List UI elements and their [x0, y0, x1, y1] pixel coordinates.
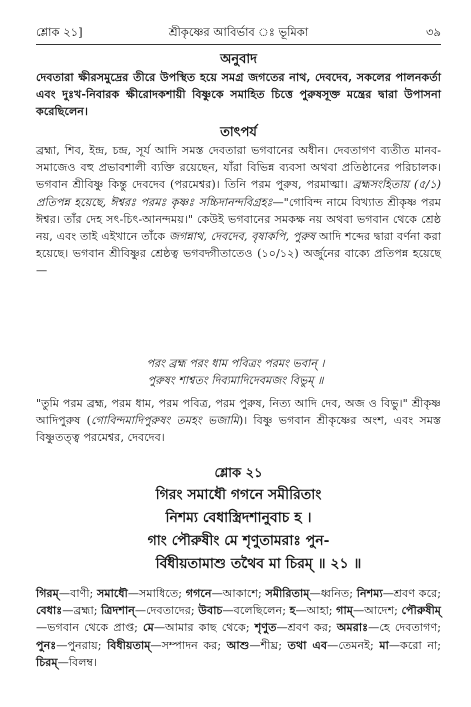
- gita-quote-line-1: পরং ব্রহ্ম পরং ধাম পবিত্রং পরমং ভবান্ ।: [146, 357, 325, 370]
- synonym-word: হ: [289, 603, 296, 618]
- header-rule: [36, 44, 441, 45]
- synonym-meaning: —আকাশে;: [211, 587, 266, 600]
- page-number: ৩৯: [426, 25, 441, 39]
- synonym-word: উবাচ: [198, 603, 223, 618]
- purport-text-e: আদি শব্দের দ্বারা বর্ণনা করা হয়েছে। ভগবান শ্রীবিষ্ণুর শ্রেষ্ঠত্ব ভগবদ্গীতাতেও (১০/১২) অর্জুনের বাক্যে প্রতিপন্ন হয়েছে—: [36, 230, 441, 278]
- synonym-meaning: —বলেছিলেন;: [222, 604, 290, 618]
- synonym-word: বিধীয়তাম্: [107, 637, 151, 652]
- synonym-meaning: —শ্রবণ কর;: [276, 621, 337, 635]
- gita-quote-line-2: পুরুষং শাশ্বতং দিব্যমাদিদেবমজং বিভুম্ ॥: [147, 374, 324, 387]
- purport-p2-a: "তুমি পরম ব্রহ্ম, পরম ধাম, পরম পবিত্র, পরম পুরুষ, নিত্য আদি দেব, অজ ও বিভু।" শ্রীকৃষ্ণ আদিপুরুষ (: [36, 397, 441, 428]
- purport-p2-quote: গোবিন্দমাদিপুরুষং তমহং ভজামি: [91, 414, 239, 428]
- synonym-word: চিরম্: [36, 654, 58, 669]
- synonym-word: নিশম্য: [356, 586, 383, 600]
- purport-text-a: ব্রহ্মা, শিব, ইন্দ্র, চন্দ্র, সূর্য আদি সমস্ত দেবতারা ভগবানের অধীন। দেবতাগণ ব্যতীত মানব-সমাজেও বহু প্রভাবশালী ব্যক্তি রয়েছেন, যাঁরা বিভিন্ন ব্যবসা অথবা প্রতিষ্ঠানের পরিচালক। ভগবান শ্রীবিষ্ণু কিন্তু দেবদেব (পরমেশ্বর)। তিনি পরম পুরুষ, পরমাত্মা।: [36, 144, 441, 192]
- synonym-meaning: —বাণী;: [58, 587, 98, 600]
- verse-line-4: র্বিধীয়তামাশু তথৈব মা চিরম্ ॥ ২১ ॥: [155, 556, 362, 572]
- synonyms-paragraph: [36, 585, 441, 671]
- verse-line-3: গাং পৌরুষীং মে শৃণুতামরাঃ পুন-: [147, 533, 330, 549]
- purport-text-c: —"গোবিন্দ নামে বিখ্যাত শ্রীকৃষ্ণ পরম ঈশ্বর। তাঁর দেহ সৎ-চিৎ-আনন্দময়।" কেউই ভগবানের সমকক্ষ নয় অথবা ভগবান থেকে শ্রেষ্ঠ নয়, এবং তাই এইখানে তাঁকে: [36, 195, 441, 244]
- translation-heading: অনুবাদ: [220, 52, 257, 67]
- synonym-word: সমীরিতাম্: [265, 586, 310, 600]
- synonym-meaning: —আমার কাছ থেকে;: [153, 621, 255, 635]
- verse-number: শ্লোক ২১: [214, 466, 263, 481]
- synonym-word: গগনে: [185, 586, 212, 600]
- header-verse-ref: শ্লোক ২১]: [36, 25, 83, 39]
- verse-line-2: নিশম্য বেধাস্ত্রিদশানুবাচ হ ।: [165, 510, 312, 526]
- synonym-meaning: —ভগবান থেকে প্রাপ্ত;: [36, 621, 144, 635]
- synonym-word: বেধাঃ: [36, 603, 63, 618]
- synonym-meaning: —ব্রহ্মা;: [62, 604, 102, 618]
- synonym-meaning: —সমাধিতে;: [127, 587, 186, 600]
- purport-names: জগন্নাথ, দেবদেব, বৃষাকপি, পুরুষ: [169, 230, 316, 244]
- translation-text: দেবতারা ক্ষীরসমুদ্রের তীরে উপস্থিত হয়ে সমগ্র জগতের নাথ, দেবদেব, সকলের পালনকর্তা এবং দুঃখ-নিবারক ক্ষীরোদকশায়ী বিষ্ণুকে সমাহিত চিত্তে পুরুষসূক্ত মন্ত্রের দ্বারা উপাসনা করেছিলেন।: [36, 70, 441, 119]
- synonym-meaning: —ধ্বনিত;: [309, 587, 357, 600]
- purport-citation: ব্রহ্মসংহিতায় (৫/১) প্রতিপন্ন হয়েছে, ঈশ্বরঃ পরমঃ কৃষ্ণঃ সচ্চিদানন্দবিগ্রহঃ: [36, 178, 441, 209]
- purport-paragraph-1: [36, 142, 441, 280]
- synonym-meaning: —শ্রবণ করে;: [382, 587, 441, 600]
- synonym-word: মে: [143, 620, 154, 635]
- header-chapter-title: শ্রীকৃষ্ণের আবির্ভাব ঃ ভূমিকা: [168, 25, 309, 39]
- synonym-word: আশু: [226, 637, 250, 652]
- running-header: [36, 24, 441, 42]
- synonym-meaning: —সম্পাদন কর;: [150, 638, 227, 652]
- synonym-word: তথা এব: [287, 637, 328, 652]
- synonym-meaning: —আদেশ;: [352, 604, 402, 618]
- synonym-word: সমাধৌ: [97, 586, 128, 600]
- synonym-word: মা: [379, 637, 389, 652]
- purport-paragraph-2: [36, 395, 441, 447]
- synonym-word: অমরাঃ: [336, 620, 369, 635]
- synonym-meaning: —পুনরায়;: [56, 638, 108, 652]
- synonym-word: গাম্: [336, 603, 353, 618]
- purport-heading: তাৎপর্য: [220, 125, 257, 140]
- synonym-meaning: —বিলম্ব।: [57, 655, 98, 669]
- verse-line-1: গিরং সমাধৌ গগনে সমীরিতাং: [155, 487, 322, 503]
- synonym-word: পৌরুষীম্: [401, 603, 442, 618]
- synonym-word: শৃণুত: [254, 620, 277, 635]
- synonym-meaning: —করো না;: [388, 638, 442, 652]
- synonym-meaning: —শীঘ্র;: [249, 638, 288, 652]
- synonym-word: পুনঃ: [36, 637, 57, 652]
- synonym-word: গিরম্: [36, 586, 59, 600]
- purport-p2-c: )। বিষ্ণু ভগবান শ্রীকৃষ্ণের অংশ, এবং সমস্ত বিষ্ণুতত্ত্ব পরমেশ্বর, দেবদেব।: [36, 414, 441, 445]
- synonym-meaning: —আহা;: [295, 604, 337, 618]
- synonym-meaning: —হে দেবতাগণ;: [368, 621, 441, 635]
- synonym-word: ত্রিদশান্: [101, 603, 135, 618]
- synonym-meaning: —তেমনই;: [327, 638, 380, 652]
- synonym-meaning: —দেবতাদের;: [134, 604, 199, 618]
